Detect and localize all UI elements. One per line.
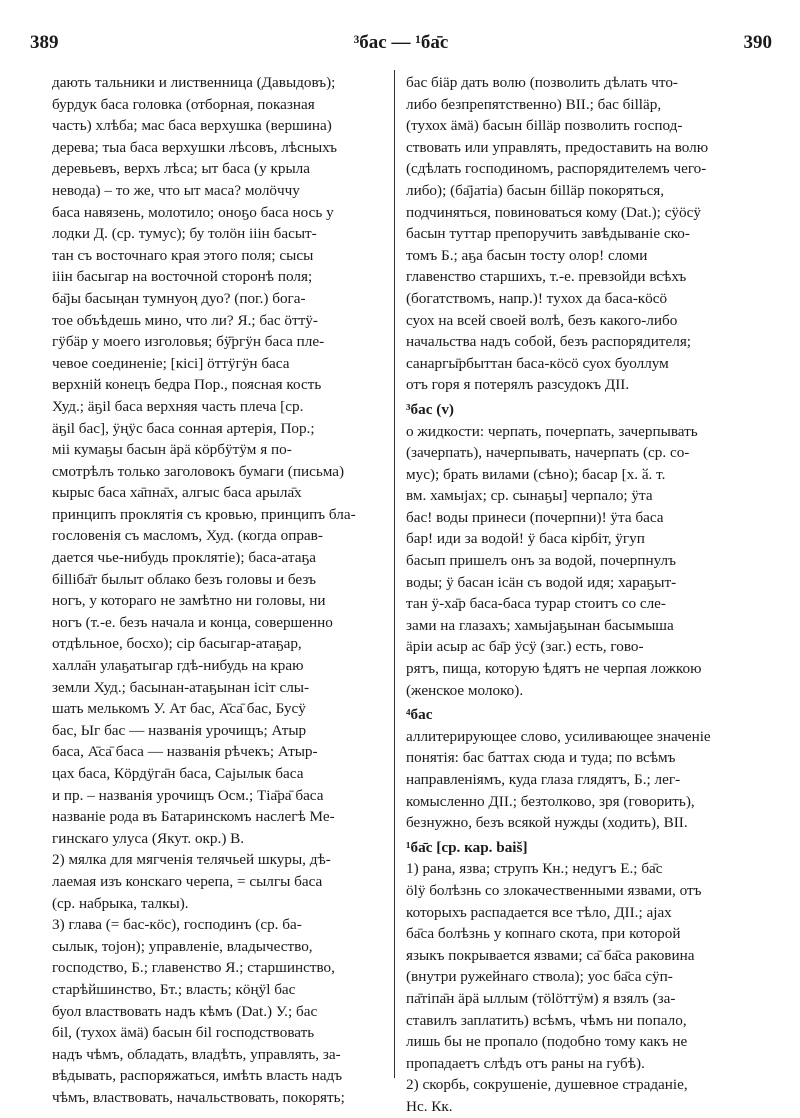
text-line: ставилъ заплатить) всѣмъ, чѣмъ ни попало, — [406, 1011, 687, 1029]
text-line: мус); брать вилами (сѣно); басар [х. ӑ. т. — [406, 465, 666, 483]
text-line: (сдѣлать господиномъ, распорядителемъ чего- — [406, 160, 707, 178]
text-line: понятія: бас баттах сюда и туда; по всѣмъ — [406, 749, 676, 767]
text-line: (богатствомъ, напр.)! тухох да баса-кöсö — [406, 289, 668, 307]
text-line: суох на всей своей волѣ, безъ какого-либо — [406, 311, 678, 329]
text-line: томъ Б.; аҕа басын тосту олор! сломи — [406, 246, 648, 264]
text-line: басын туттар препоручить завѣдываніе ско- — [406, 225, 690, 243]
text-line: ба̄са болѣзнь у копнаго скота, при которой — [406, 925, 681, 943]
text-line: либо); (ба̄jатіа) басын біllӓр покоряться, — [406, 181, 665, 199]
text-line: гословенія съ масломъ, Худ. (когда оправ- — [52, 527, 323, 545]
text-line: гÿбӓр у моего изголовья; бÿ̄ргÿн баса пле- — [52, 333, 325, 351]
right-column — [406, 72, 754, 1118]
text-line: ӓҕіl бас], ÿңÿс баса сонная артерія, Пор.; — [52, 419, 315, 437]
column-divider — [394, 70, 395, 1078]
running-title: ³бас — ¹ба̄с — [353, 32, 449, 53]
text-line: бас! воды принеси (почерпни)! ÿта баса — [406, 508, 664, 526]
text-line: па̄тіпа̄н ӓрӓ ыллым (тölöттÿм) я взялъ (за- — [406, 989, 676, 1007]
text-line: надъ чѣмъ, обладать, владѣть, управлять, за- — [52, 1045, 341, 1063]
text-line: басып пришелъ онъ за водой, почерпнулъ — [406, 552, 676, 570]
entry-headword: ³бас (v) — [406, 400, 454, 418]
text-line: ölӱ болѣзнь со злокачественными язвами, отъ — [406, 881, 702, 899]
text-line: дають тальники и лиственница (Давыдовъ); — [52, 74, 336, 91]
page-header — [30, 32, 772, 62]
text-line: 2) мялка для мягченія телячьей шкуры, дѣ- — [52, 851, 331, 869]
text-line: 1) рана, язва; струпъ Кн.; недугъ Е.; ба̄с — [406, 860, 663, 878]
text-line: зами на глазахъ; хамыjаҕынан басымыша — [406, 616, 674, 634]
text-line: біl, (тухох ӓмӓ) басын біl господствовать — [52, 1024, 315, 1042]
text-line: лишь бы не пропало (подобно тому какъ не — [406, 1033, 688, 1051]
text-line: часть) хлѣба; мас баса верхушка (вершина) — [52, 117, 332, 135]
text-line: которыхъ распадается все тѣло, ДII.; аjах — [406, 903, 672, 921]
text-line: ба̄jы басыңан тумнуоң дуо? (пог.) бога- — [52, 289, 306, 307]
text-line: воды; ÿ басан ісӓн съ водой идя; хараҕыт- — [406, 573, 677, 591]
text-line: вм. хамыjах; ср. сынаҕы] черпало; ÿта — [406, 487, 653, 505]
text-line: Нс. Кк. — [406, 1097, 453, 1115]
text-line: чевое соединеніе; [кісі] öттÿгÿн баса — [52, 354, 290, 372]
text-line: баса навязень, молотило; оноҕо баса нось у — [52, 203, 334, 221]
text-line: о жидкости: черпать, почерпать, зачерпывать — [406, 422, 698, 440]
text-line: языкъ покрывается язвами; са̄ ба̄са раковина — [406, 946, 695, 964]
text-line: (зачерпать), начерпывать, начерпать (ср. со- — [406, 444, 690, 462]
text-line: старѣйшинство, Бт.; власть; кöңÿl бас — [52, 980, 296, 998]
text-line: шать мелькомъ У. Ат бас, А̄са̄ бас, Бусÿ — [52, 700, 306, 718]
text-line: 3) глава (= бас-кöс), господинъ (ср. ба- — [52, 916, 302, 934]
text-line: рятъ, пища, которую ѣдятъ не черпая ложкою — [406, 660, 702, 678]
text-line: невода) – то же, что ыт маса? молöччу — [52, 181, 300, 199]
text-line: начальства надъ собой, безъ распорядителя; — [406, 333, 692, 351]
text-line: ногъ, у котораго не замѣтно ни головы, ни — [52, 592, 326, 610]
page-number-right: 390 — [743, 32, 772, 53]
text-line: цах баса, Кöрдÿга̄н баса, Саjылык баса — [52, 765, 304, 782]
text-line: тан ÿ-ха̄р баса-баса турар стоитъ со сле- — [406, 595, 666, 613]
left-column — [52, 72, 387, 1109]
text-line: комысленно ДII.; безтолково, зря (говорить), — [406, 792, 695, 810]
text-line: кырыс баса ха̄пна̄х, алгыс баса арыла̄х — [52, 484, 302, 502]
text-line: буол властвовать надъ кѣмъ (Dat.) У.; бас — [52, 1002, 318, 1020]
text-line: деревьевъ, верхъ лѣса; ыт баса (у крыла — [52, 160, 310, 178]
text-line: смотрѣлъ только заголовокъ бумаги (письма) — [52, 462, 345, 480]
text-line: 2) скорбь, сокрушеніе, душевное страданіе, — [406, 1076, 688, 1094]
text-line: главенство старшихъ, т.-е. превзойди всѣхъ — [406, 268, 687, 286]
text-line: дерева; тыа баса верхушки лѣсовъ, лѣсныхъ — [52, 138, 338, 156]
text-line: (ср. набрыка, талкы). — [52, 894, 189, 912]
text-line: міі кумаҕы басын ӓрӓ кöрбÿтÿм я по- — [52, 441, 292, 459]
text-line: біllіба̄т былыт облако безъ головы и безъ — [52, 570, 316, 588]
text-line: сылык, тоjон); управленіе, владычество, — [52, 937, 313, 955]
text-line: господство, Б.; главенство Я.; старшинство, — [52, 959, 335, 977]
text-line: направленіямъ, куда глаза глядятъ, Б.; лег- — [406, 771, 681, 788]
text-line: чѣмъ, властвовать, начальствовать, покорять; — [52, 1088, 345, 1106]
text-line: ствовать или управлять, предоставить на волю — [406, 138, 709, 156]
text-line: аллитерирующее слово, усиливающее значеніе — [406, 727, 711, 745]
text-line: бас, Ыг бас — названія урочищъ; Атыр — [52, 721, 307, 739]
text-line: бас біӓр дать волю (позволить дѣлать что- — [406, 74, 678, 91]
text-line: (внутри ружейнаго ствола); уос ба̄са сÿп- — [406, 968, 673, 986]
text-line: гинскаго улуса (Якут. окр.) В. — [52, 829, 245, 847]
text-line: лаемая изъ конскаго черепа, = сылгы баса — [52, 872, 323, 890]
text-line: санаргы̄рбыттан баса-кöсö суох буоллум — [406, 354, 669, 372]
text-line: ӓріи асыр ас ба̄р ÿсÿ (заг.) есть, гово- — [406, 638, 644, 656]
text-line: верхній конецъ бедра Пор., поясная кость — [52, 376, 322, 394]
text-line: безнужно, безъ всякой нужды (ходить), ВII. — [406, 814, 688, 832]
text-line: бурдук баса головка (отборная, показная — [52, 95, 315, 113]
text-line: и пр. – названія урочищъ Осм.; Тіа̄ра̄ баса — [52, 786, 324, 804]
text-line: либо безпрепятственно) ВII.; бас біllӓр, — [406, 95, 662, 113]
text-line: (тухох ӓмӓ) басын біllӓр позволить господ- — [406, 117, 683, 135]
text-line: лодки Д. (ср. тумус); бу толӧн iiiн басыт- — [52, 225, 317, 243]
text-line: ногъ (т.-е. безъ начала и конца, совершенно — [52, 613, 333, 631]
text-line: названіе рода въ Батаринскомъ наслегѣ Ме- — [52, 808, 335, 826]
text-line: вѣдывать, распоряжаться, имѣть власть надъ — [52, 1067, 343, 1085]
entry-headword: ⁴бас — [406, 706, 433, 724]
text-line: отъ горя я потерялъ разсудокъ ДII. — [406, 376, 630, 394]
text-line: (женское молоко). — [406, 681, 524, 699]
text-line: принципъ проклятія съ кровью, принципъ бла- — [52, 505, 356, 523]
text-line: халла̄н улаҕатыгар гдѣ-нибудь на краю — [52, 657, 304, 675]
text-line: земли Худ.; басынан-атаҕынан ісіт слы- — [52, 678, 310, 696]
text-line: пропадаетъ слѣдъ отъ раны на губѣ). — [406, 1054, 645, 1072]
text-line: баса, А̄са̄ баса — названія рѣчекъ; Атыр- — [52, 743, 318, 761]
text-line: подчиняться, повиноваться кому (Dat.); сÿöсÿ — [406, 203, 701, 221]
text-line: тое объѣдешь мино, что ли? Я.; бас öттÿ- — [52, 311, 318, 329]
text-line: бар! иди за водой! ÿ баса кірбіт, ÿгуп — [406, 530, 645, 548]
text-line: iiiн басыгар на восточной сторонѣ поля; — [52, 268, 313, 286]
page-number-left: 389 — [30, 32, 59, 53]
text-line: дается чье-нибудь проклятіе); баса-атаҕа — [52, 549, 317, 567]
text-line: Худ.; ӓҕіl баса верхняя часть плеча [ср. — [52, 397, 304, 415]
entry-headword: ¹ба̄с [ср. кар. baiš] — [406, 838, 528, 856]
text-line: тан съ восточнаго края этого поля; сысы — [52, 246, 314, 264]
text-line: отдѣльное, босхо); сір басыгар-атаҕар, — [52, 635, 302, 653]
